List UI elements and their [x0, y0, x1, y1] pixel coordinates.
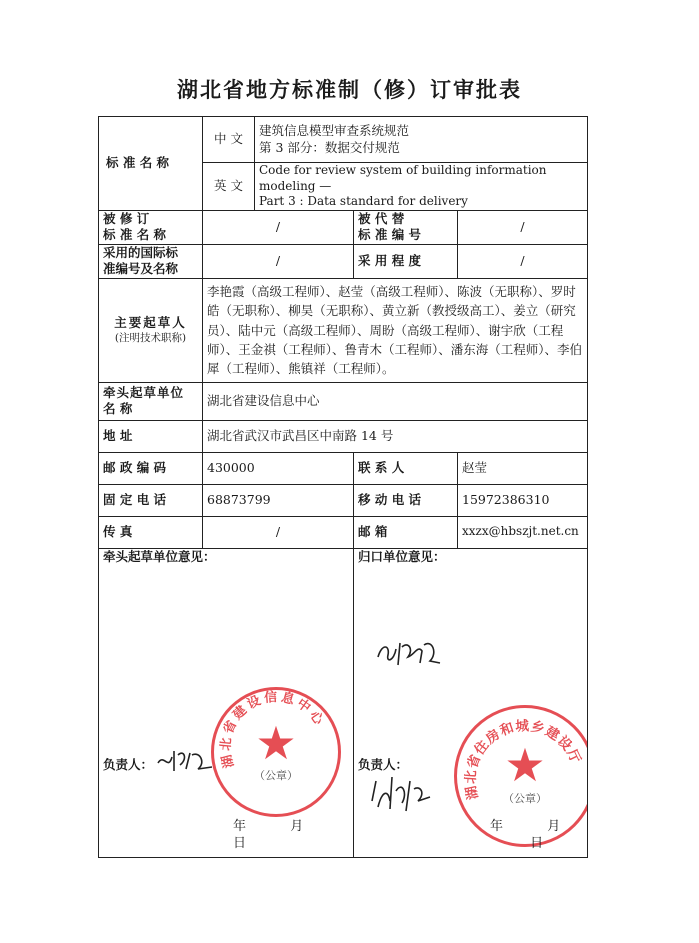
mgmt-responsible-label: 负责人：	[358, 756, 409, 772]
mgmt-opinion-box	[354, 548, 588, 857]
replaced-value: /	[458, 210, 588, 244]
address-value: 湖北省武汉市武昌区中南路 14 号	[203, 420, 588, 452]
mobile-label-cell	[354, 484, 458, 516]
seal-star-icon: ★	[255, 715, 297, 770]
english-name-line2: Part 3 : Data standard for delivery	[259, 194, 468, 209]
mgmt-opinion-label: 归口单位意见：	[358, 548, 446, 564]
drafters-label-cell	[99, 278, 203, 382]
phone-label: 固 定 电 话	[103, 492, 167, 508]
fax-label-cell	[99, 516, 203, 548]
lead-unit-label-line1: 牵头起草单位	[103, 385, 185, 401]
degree-label: 采 用 程 度	[358, 253, 422, 269]
intl-label-line2: 准编号及名称	[103, 261, 179, 277]
lead-unit-label-cell	[99, 382, 203, 420]
phone-value: 68873799	[203, 484, 354, 516]
lead-responsible-label: 负责人：	[103, 756, 154, 772]
drafters-text: 李艳霞（高级工程师）、赵莹（高级工程师）、陈波（无职称）、罗时皓（无职称）、柳昊（无职称）、黄立新（教授级高工）、姜立（研究员）、陆中元（高级工程师）、周盼（高级工程师）、谢宇欣（工程师）、王金祺（工程师）、鲁青木（工程师）、潘东海（工程师）、李伯犀（工程师）、熊镇祥（工程师）。	[203, 278, 588, 382]
seal-star-icon: ★	[504, 737, 546, 792]
lead-date-year: 年	[233, 818, 247, 834]
revised-value: /	[203, 210, 354, 244]
revised-label-line2: 标 准 名 称	[103, 227, 167, 243]
lead-unit-seal	[211, 687, 341, 817]
fax-value: /	[203, 516, 354, 548]
lead-unit-label-line2: 名 称	[103, 401, 133, 417]
address-label: 地 址	[103, 428, 133, 444]
chinese-name-cell	[255, 117, 588, 163]
replaced-label-line1: 被 代 替	[358, 211, 405, 227]
lead-seal-note: （公章）	[254, 768, 298, 782]
contact-value: 赵莹	[458, 452, 588, 484]
lead-opinion-label: 牵头起草单位意见：	[103, 548, 216, 564]
svg-text:湖北省住房和城乡建设厅: 湖北省住房和城乡建设厅	[462, 717, 584, 801]
lead-opinion-box	[99, 548, 354, 857]
mobile-value: 15972386310	[458, 484, 588, 516]
intl-value: /	[203, 244, 354, 278]
english-name-line1: Code for review system of building information modeling —	[259, 163, 547, 193]
svg-text:湖北省建设信息中心: 湖北省建设信息中心	[218, 689, 328, 770]
contact-label-cell	[354, 452, 458, 484]
fax-label: 传 真	[103, 524, 133, 540]
mgmt-signature	[366, 771, 436, 815]
degree-value: /	[458, 244, 588, 278]
revised-label-cell	[99, 210, 203, 244]
phone-label-cell	[99, 484, 203, 516]
lead-date-month: 月	[290, 818, 304, 834]
email-label-cell	[354, 516, 458, 548]
postcode-label: 邮 政 编 码	[103, 460, 167, 476]
email-label: 邮 箱	[358, 524, 388, 540]
postcode-value: 430000	[203, 452, 354, 484]
form-title: 湖北省地方标准制（修）订审批表	[177, 78, 522, 102]
english-label: 英 文	[214, 178, 243, 194]
address-label-cell	[99, 420, 203, 452]
chinese-name-line1: 建筑信息模型审查系统规范	[259, 123, 410, 139]
lead-unit-value: 湖北省建设信息中心	[203, 382, 588, 420]
email-value: xxzx@hbszjt.net.cn	[458, 516, 588, 548]
mgmt-opinion-signature	[374, 633, 444, 673]
approval-form-table	[98, 116, 588, 858]
drafters-note: (注明技术职称)	[114, 331, 187, 344]
english-label-cell	[203, 163, 255, 211]
mgmt-date-year: 年	[490, 818, 504, 834]
std-name-label: 标 准 名 称	[106, 155, 170, 171]
replaced-label-cell	[354, 210, 458, 244]
mgmt-date-month: 月	[547, 818, 561, 834]
revised-label-line1: 被 修 订	[103, 211, 150, 227]
chinese-name-line2: 第 3 部分：数据交付规范	[259, 139, 400, 155]
mgmt-date-day: 日	[530, 835, 544, 851]
replaced-label-line2: 标 准 编 号	[358, 227, 422, 243]
contact-label: 联 系 人	[358, 460, 405, 476]
intl-label-line1: 采用的国际标	[103, 245, 179, 261]
mgmt-seal-note: （公章）	[503, 791, 547, 805]
postcode-label-cell	[99, 452, 203, 484]
degree-label-cell	[354, 244, 458, 278]
std-name-label-cell	[99, 117, 203, 211]
lead-signature	[154, 745, 216, 775]
chinese-label-cell	[203, 117, 255, 163]
lead-date-day: 日	[233, 835, 247, 851]
english-name-cell	[255, 163, 588, 211]
intl-label-cell	[99, 244, 203, 278]
lead-date	[233, 819, 353, 853]
mobile-label: 移 动 电 话	[358, 492, 422, 508]
drafters-label: 主要起草人	[114, 315, 187, 331]
mgmt-date	[490, 819, 587, 853]
chinese-label: 中 文	[214, 131, 243, 147]
